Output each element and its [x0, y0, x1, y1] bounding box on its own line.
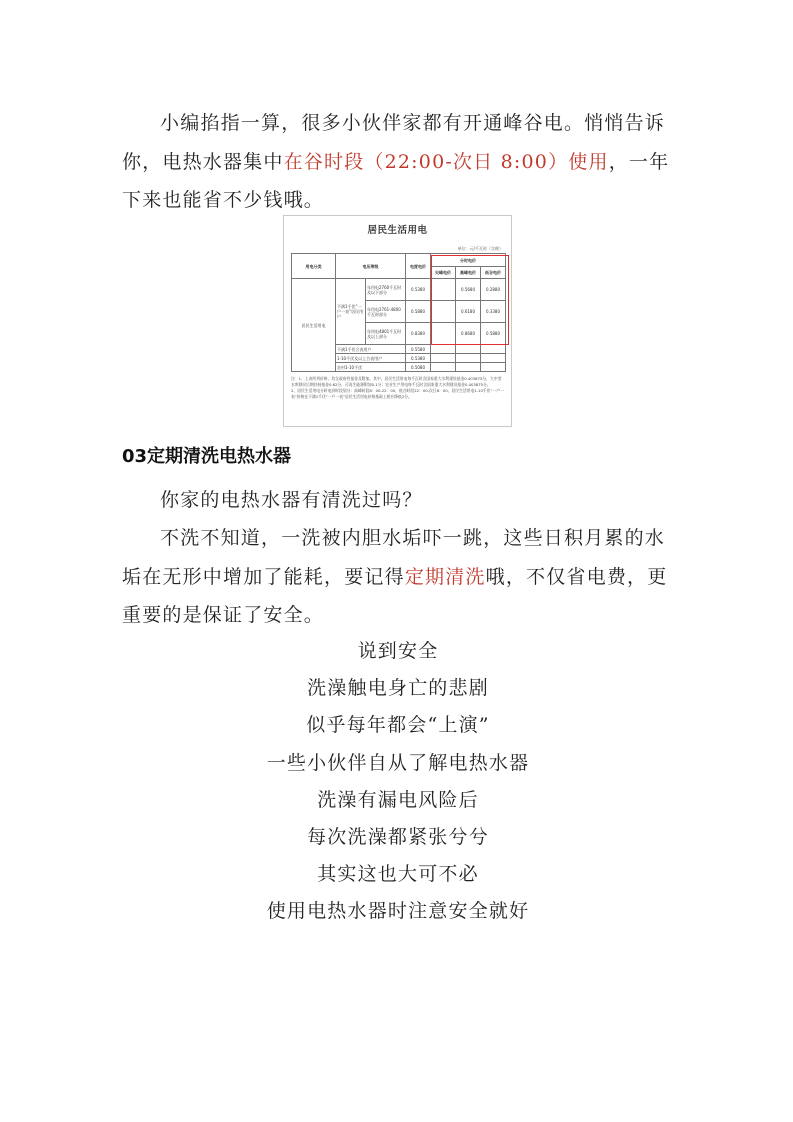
row-label: 1-10千伏及以上合表用户 — [336, 354, 406, 363]
tier-flat — [431, 279, 456, 301]
tier-price: 0.8380 — [406, 323, 431, 345]
tier-peak: 0.6180 — [456, 301, 481, 323]
header-valley: 低谷电价 — [481, 267, 506, 279]
paragraph-question: 你家的电热水器有清洗过吗？ — [160, 489, 423, 511]
tariff-note: 注：1、上表所列价格，均含政府性基金及附加。其中，居民生活用电每千瓦时含国家重大水利建设基金0.403875分，大中型水库移民后期扶持基金0.62分，可再生能源附加0.1分；农业生产用电每千瓦时含国家重大水利建设基金0.403875分。 — [291, 376, 502, 388]
header-price: 电度电价 — [406, 254, 431, 279]
tier-valley: 0.5880 — [481, 323, 506, 345]
verse-line: 使用电热水器时注意安全就好 — [266, 900, 530, 923]
cleaning-highlight: 定期清洗 — [404, 565, 486, 588]
tier-flat — [431, 323, 456, 345]
header-tou: 分时电价 — [431, 254, 506, 267]
tier-peak: 0.8680 — [456, 323, 481, 345]
row-price: 0.5080 — [406, 363, 431, 372]
row-label: 农村1-10千伏 — [336, 363, 406, 372]
header-voltage: 电压等级 — [336, 254, 406, 279]
verse-line: 说到安全 — [357, 640, 439, 662]
paragraph-peak-valley — [122, 104, 674, 220]
category-cell: 居民生活用电 — [292, 279, 336, 372]
paragraph-text: ，一年下来也能省不少钱哦。 — [122, 150, 670, 211]
valley-time-highlight: 在谷时段（22:00-次日 8:00）使用 — [283, 150, 609, 173]
tier-label: 年用电4801千瓦时及以上部分 — [366, 323, 406, 345]
header-peak: 高峰电价 — [456, 267, 481, 279]
header-category: 用电分类 — [292, 254, 336, 279]
row-label: 不满1千伏合表用户 — [336, 345, 406, 354]
paragraph-text: 不洗不知道，一洗被内胆水垢吓一跳，这些日积月累的水垢在无形中增加了能耗，要记得 — [122, 527, 666, 588]
tariff-notes — [291, 376, 505, 400]
sub-group-cell: 不满1千伏“一户一表”居民用户 — [336, 279, 366, 345]
centered-verse — [122, 633, 674, 931]
tier-valley: 0.3380 — [481, 301, 506, 323]
verse-line: 洗澡有漏电风险后 — [317, 788, 479, 811]
tier-price: 0.5880 — [406, 301, 431, 323]
verse-line: 一些小伙伴自从了解电热水器 — [266, 751, 530, 774]
section-heading: 03定期清洗电热水器 — [122, 446, 292, 467]
verse-line: 每次洗澡都紧张兮兮 — [307, 825, 489, 848]
paragraph-cleaning — [122, 519, 674, 635]
header-flat: 尖峰电价 — [431, 267, 456, 279]
row-price: 0.5580 — [406, 345, 431, 354]
tier-peak: 0.5680 — [456, 279, 481, 301]
tier-price: 0.5380 — [406, 279, 431, 301]
tier-label: 年用电2761-4800千瓦时部分 — [366, 301, 406, 323]
tariff-unit: 单位：元/千瓦时（含税） — [457, 246, 503, 251]
tariff-table — [291, 253, 506, 372]
verse-line: 似乎每年都会“上演” — [306, 714, 490, 737]
tier-label: 年用电2760千瓦时及以下部分 — [366, 279, 406, 301]
tier-valley: 0.2880 — [481, 279, 506, 301]
tariff-table-image — [283, 215, 512, 427]
tariff-note: 2、居民生活用电分时电价时段划分：高峰时段8：00-22：00，低谷时段22：00-次日8：00。居民生活用电1-10千伏“一户一表”价格在不满1千伏“一户一表”居民生活用电价格基础上相应降低2分。 — [291, 388, 504, 400]
paragraph-text: 哦，不仅省电费，更重要的是保证了安全。 — [122, 565, 668, 626]
tariff-title: 居民生活用电 — [367, 225, 428, 236]
verse-line: 其实这也大可不必 — [317, 863, 479, 886]
paragraph-text: 小编掐指一算，很多小伙伴家都有开通峰谷电。悄悄告诉你，电热水器集中 — [122, 112, 666, 173]
tier-flat — [431, 301, 456, 323]
row-price: 0.5380 — [406, 354, 431, 363]
verse-line: 洗澡触电身亡的悲剧 — [307, 677, 489, 700]
table-row — [292, 279, 506, 301]
